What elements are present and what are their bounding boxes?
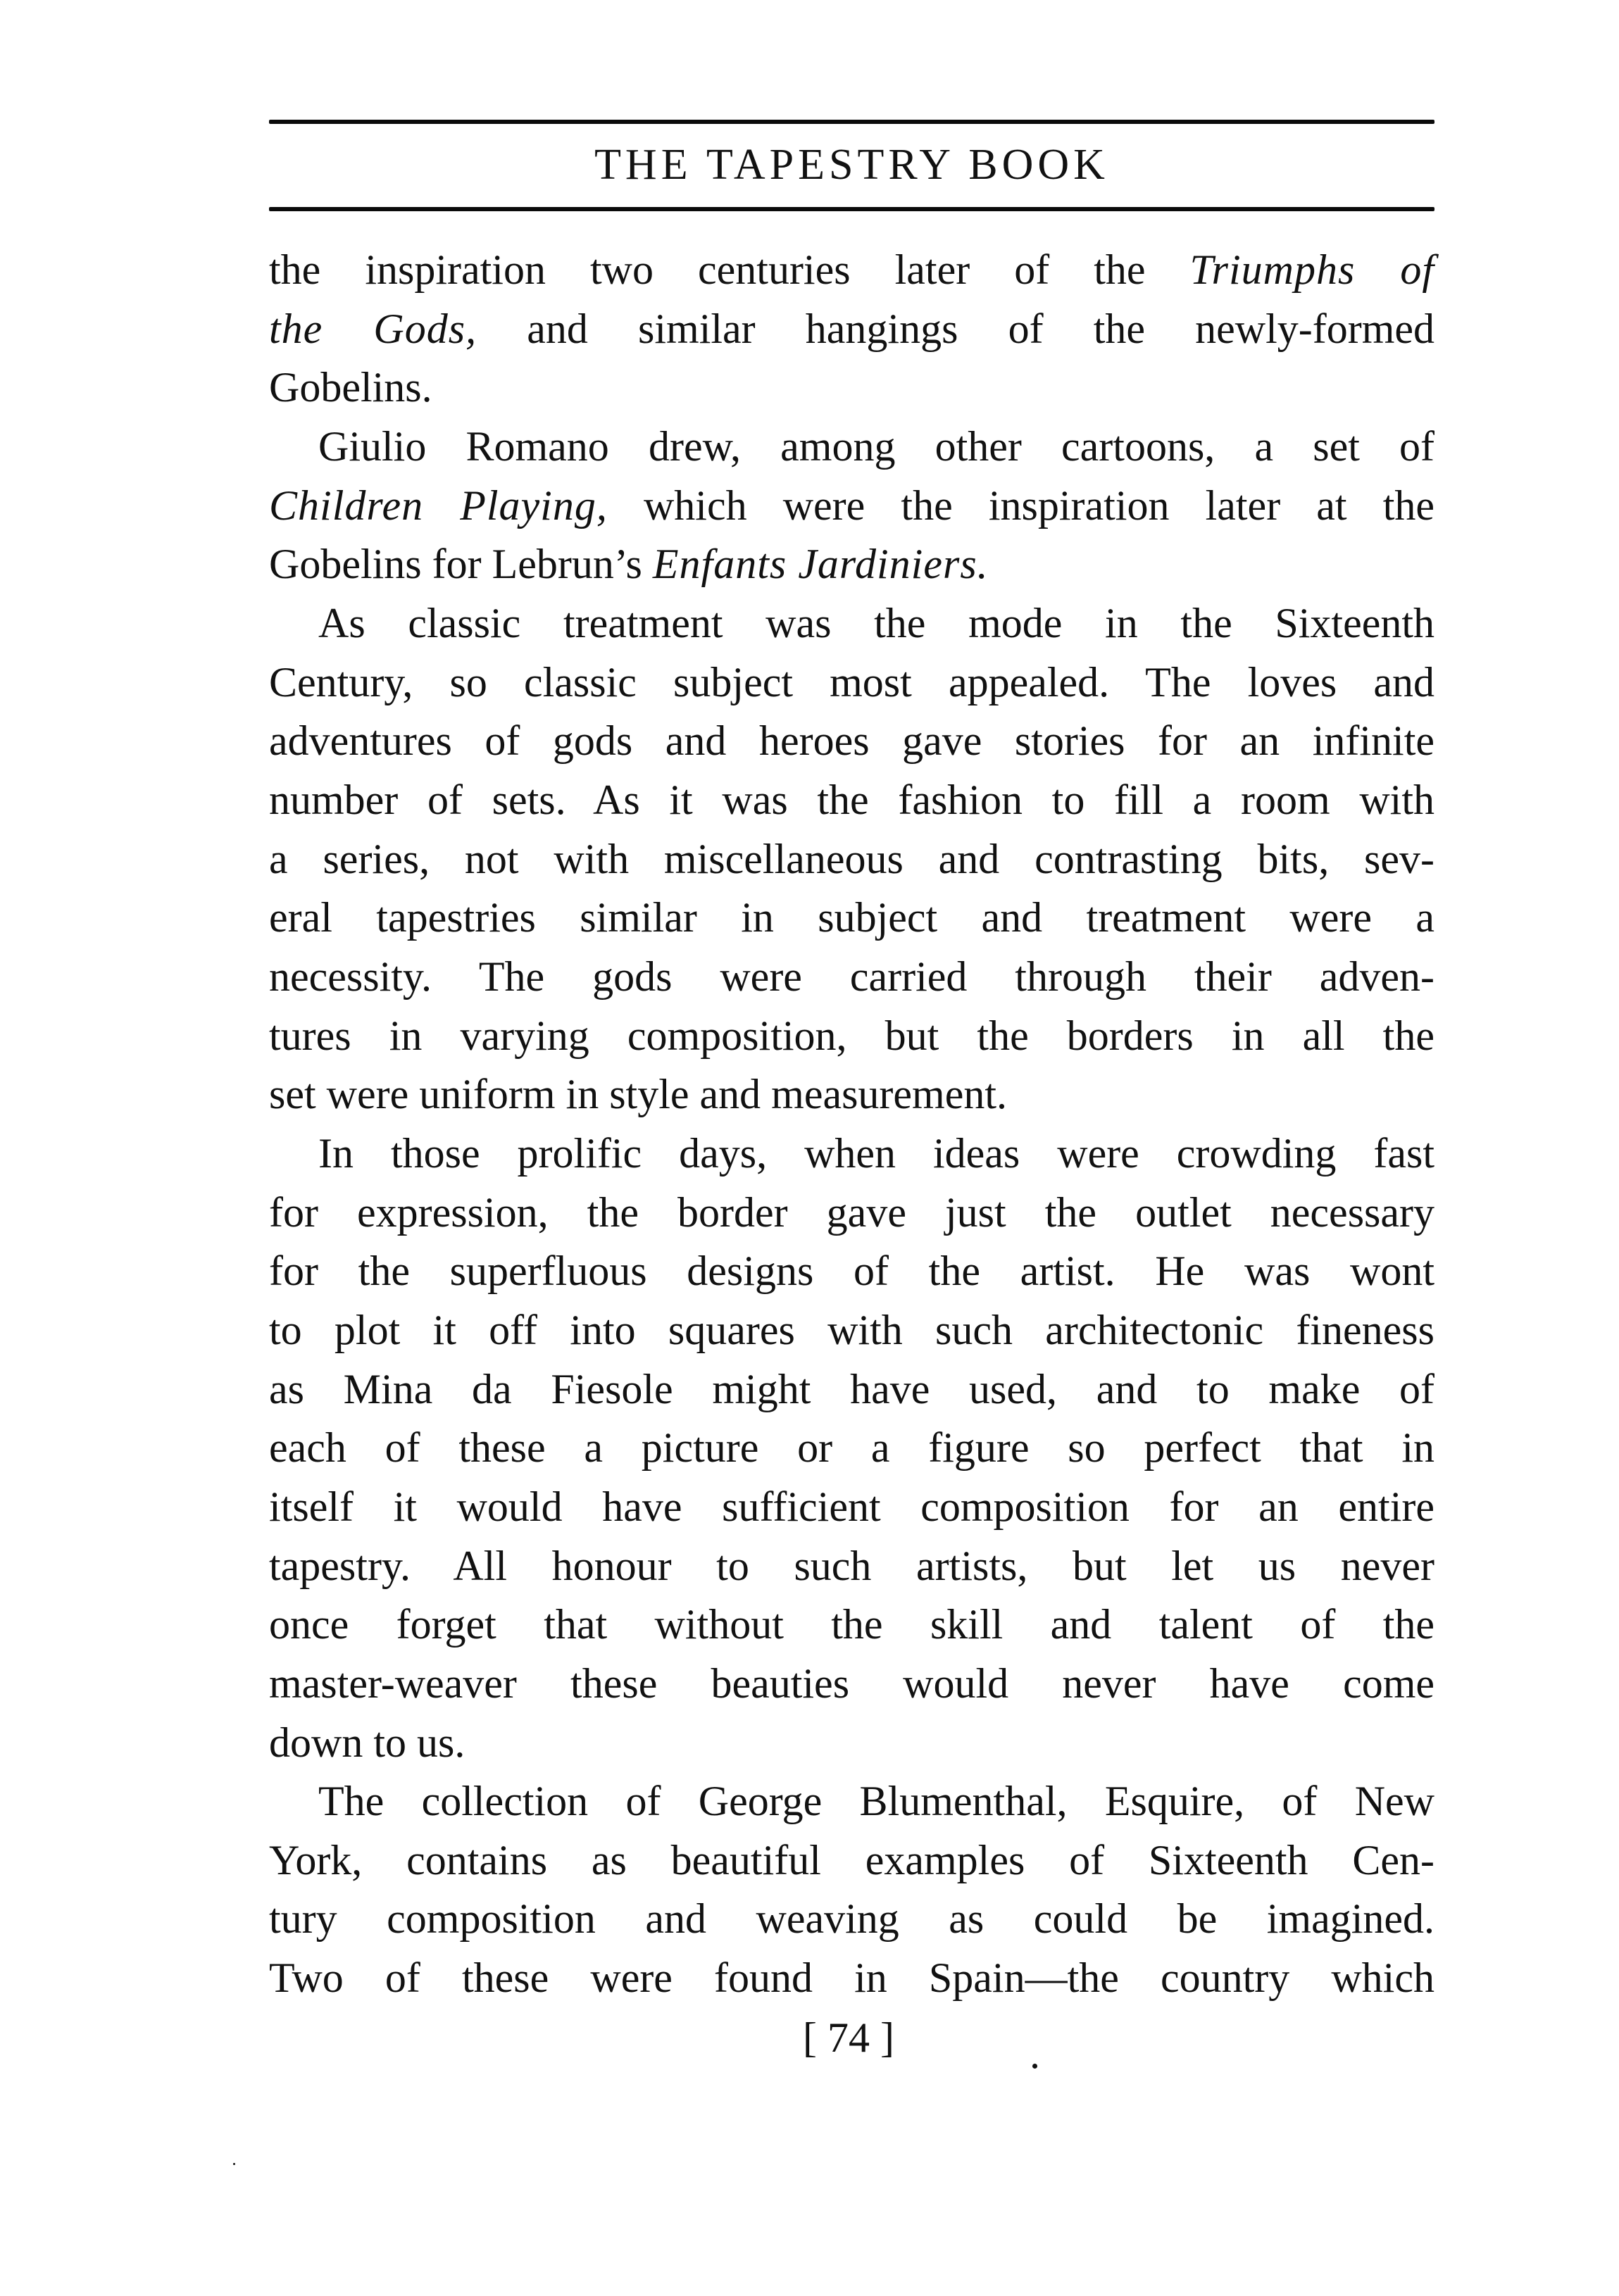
text-run: a series, not with miscellaneous and contrasting bits, sev- xyxy=(269,835,1434,882)
text-run: as Mina da Fiesole might have used, and to make of xyxy=(269,1365,1434,1412)
text-line xyxy=(269,1541,1434,1591)
text-run: for expression, the border gave just the outlet necessary xyxy=(269,1188,1434,1236)
text-run: number of sets. As it was the fashion to fill a room with xyxy=(269,776,1434,823)
text-line xyxy=(269,304,1434,353)
text-line xyxy=(269,716,1434,765)
italic-title: Triumphs of xyxy=(1189,246,1434,293)
text-line xyxy=(269,1718,1434,1767)
page-number: [ 74 ] xyxy=(803,2014,894,2061)
text-run: for the superfluous designs of the artist. He was wont xyxy=(269,1248,1434,1295)
text-line xyxy=(269,1776,1434,1826)
text-line xyxy=(269,1659,1434,1708)
text-line xyxy=(269,893,1434,942)
text-run: The collection of George Blumenthal, Esquire, of New xyxy=(318,1778,1434,1825)
text-run: once forget that without the skill and talent of the xyxy=(269,1601,1434,1648)
text-line xyxy=(269,1482,1434,1531)
text-line xyxy=(269,598,1434,648)
running-head: THE TAPESTRY BOOK xyxy=(594,141,1109,189)
text-run: to plot it off into squares with such architectonic fineness xyxy=(269,1306,1434,1353)
text-line xyxy=(269,1246,1434,1296)
text-line xyxy=(269,481,1434,530)
text-run: In those prolific days, when ideas were crowding fast xyxy=(318,1129,1434,1177)
print-speck xyxy=(233,2163,235,2165)
text-line xyxy=(269,1365,1434,1414)
italic-title: Children Playing, xyxy=(269,482,608,529)
text-run: master-weaver these beauties would never have come xyxy=(269,1660,1434,1707)
italic-title: the Gods, xyxy=(269,305,477,352)
text-run: Two of these were found in Spain—the country which xyxy=(269,1955,1434,2002)
text-line xyxy=(269,245,1434,294)
text-line xyxy=(269,1129,1434,1178)
text-run: which were the inspiration later at the xyxy=(607,482,1435,529)
text-run: eral tapestries similar in subject and treatment were a xyxy=(269,894,1434,941)
text-line xyxy=(269,1600,1434,1649)
text-line xyxy=(269,834,1434,884)
text-run: each of these a picture or a figure so perfect that in xyxy=(269,1424,1434,1472)
text-run: and similar hangings of the newly-formed xyxy=(477,305,1435,352)
text-run: down to us. xyxy=(269,1719,465,1766)
text-run: tury composition and weaving as could be imagined. xyxy=(269,1895,1434,1943)
text-line xyxy=(269,422,1434,471)
text-line xyxy=(269,1011,1434,1060)
text-run: tures in varying composition, but the borders in all the xyxy=(269,1012,1434,1059)
text-run: Gobelins for Lebrun’s xyxy=(269,541,653,588)
text-line xyxy=(269,1305,1434,1355)
text-line xyxy=(269,1188,1434,1237)
text-run: Gobelins. xyxy=(269,364,432,411)
print-speck xyxy=(1032,2064,1037,2069)
header-rule-bottom xyxy=(269,207,1434,211)
text-run: tapestry. All honour to such artists, but let us never xyxy=(269,1542,1434,1589)
text-run: As classic treatment was the mode in the Sixteenth xyxy=(318,599,1434,646)
text-run: necessity. The gods were carried through their adven- xyxy=(269,953,1434,1000)
text-run: Century, so classic subject most appealed. The loves and xyxy=(269,658,1434,705)
text-line xyxy=(269,1953,1434,2002)
text-line xyxy=(269,539,1434,589)
text-run: adventures of gods and heroes gave stories for an infinite xyxy=(269,717,1434,765)
text-line xyxy=(269,1423,1434,1472)
text-line xyxy=(269,1836,1434,1885)
italic-title: Enfants Jardiniers. xyxy=(652,541,989,588)
text-line xyxy=(269,1069,1434,1119)
text-line xyxy=(269,1894,1434,1943)
text-line xyxy=(269,952,1434,1001)
text-run: set were uniform in style and measurement. xyxy=(269,1071,1008,1118)
text-run: itself it would have sufficient composition for an entire xyxy=(269,1483,1434,1530)
text-line xyxy=(269,658,1434,707)
text-run: the inspiration two centuries later of the xyxy=(269,246,1190,293)
text-line xyxy=(269,775,1434,824)
text-line xyxy=(269,363,1434,412)
text-run: York, contains as beautiful examples of Sixteenth Cen- xyxy=(269,1836,1434,1883)
text-run: Giulio Romano drew, among other cartoons, a set of xyxy=(318,422,1434,470)
header-rule-top xyxy=(269,120,1434,124)
